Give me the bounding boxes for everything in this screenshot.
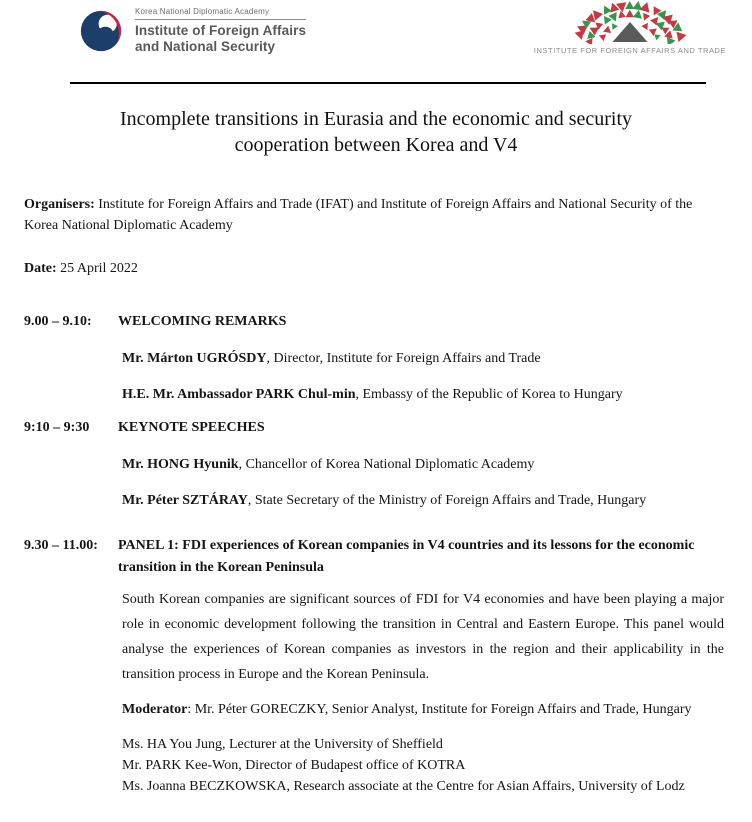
moderator-label: Moderator bbox=[122, 701, 188, 717]
header bbox=[0, 0, 752, 56]
organisers-text: Institute for Foreign Affairs and Trade (IFAT) and Institute of Foreign Affairs and National Security of the Korea National Diplomatic Academy bbox=[24, 196, 693, 233]
session-heading: WELCOMING REMARKS bbox=[118, 313, 287, 329]
agenda-item-panel-1 bbox=[24, 535, 724, 797]
speaker-name: Mr. Péter SZTÁRAY bbox=[122, 492, 248, 508]
speaker-line bbox=[122, 490, 724, 511]
panel-description: South Korean companies are significant sources of FDI for V4 economies and have been playing a major role in economic development following the transition in Central and Eastern Europe. This panel would analyse the experiences of Korean companies as investors in the region and their applicability in the transition process in Europe and the Korean Peninsula. bbox=[122, 591, 724, 682]
speaker-line bbox=[122, 348, 724, 369]
knda-logo-text bbox=[135, 7, 306, 56]
speaker-name: Mr. HONG Hyunik bbox=[122, 456, 239, 472]
knda-academy-name: Korea National Diplomatic Academy bbox=[135, 7, 306, 20]
participant-line: Ms. Joanna BECZKOWSKA, Research associate at the Centre for Asian Affairs, University of Lodz bbox=[122, 778, 685, 794]
title-line2: cooperation between Korea and V4 bbox=[234, 133, 518, 156]
time-slot: 9.30 – 11.00: bbox=[24, 537, 98, 553]
speaker-role: , State Secretary of the Ministry of Foreign Affairs and Trade, Hungary bbox=[247, 492, 647, 508]
header-divider bbox=[70, 82, 706, 84]
date-label: Date: bbox=[24, 260, 57, 276]
agenda-item-welcoming-remarks bbox=[24, 311, 724, 405]
speaker-name: Mr. Márton UGRÓSDY bbox=[122, 350, 267, 366]
speaker-role: , Embassy of the Republic of Korea to Hungary bbox=[355, 386, 623, 402]
knda-emblem-icon bbox=[78, 8, 124, 54]
participant-line: Ms. HA You Jung, Lecturer at the University of Sheffield bbox=[122, 736, 443, 752]
session-heading: KEYNOTE SPEECHES bbox=[118, 419, 265, 435]
document-title bbox=[0, 106, 752, 158]
session-heading: PANEL 1: FDI experiences of Korean companies in V4 countries and its lessons for the economic transition in the Korean Peninsula bbox=[118, 537, 695, 575]
participant-line: Mr. PARK Kee-Won, Director of Budapest office of KOTRA bbox=[122, 757, 466, 773]
organisers-label: Organisers: bbox=[24, 196, 95, 212]
ifat-fan-icon bbox=[548, 0, 712, 44]
date-text: 25 April 2022 bbox=[56, 260, 138, 276]
ifat-logo bbox=[532, 0, 728, 55]
participants-list bbox=[122, 734, 724, 797]
speaker-line bbox=[122, 454, 724, 475]
moderator-line bbox=[122, 698, 724, 721]
speaker-role: , Chancellor of Korea National Diplomatic Academy bbox=[238, 456, 535, 472]
time-slot: 9:10 – 9:30 bbox=[24, 419, 90, 435]
organisers-line bbox=[24, 194, 724, 236]
ifat-logo-caption: INSTITUTE FOR FOREIGN AFFAIRS AND TRADE bbox=[533, 46, 727, 55]
knda-institute-line1: Institute of Foreign Affairs bbox=[135, 23, 307, 38]
session-content bbox=[118, 535, 724, 797]
date-line bbox=[24, 258, 724, 279]
speaker-name: H.E. Mr. Ambassador PARK Chul-min bbox=[122, 386, 356, 402]
speaker-line bbox=[122, 384, 724, 405]
knda-institute-line2: and National Security bbox=[135, 39, 276, 55]
speaker-role: , Director, Institute for Foreign Affairs and Trade bbox=[266, 350, 541, 366]
agenda-item-keynote-speeches bbox=[24, 417, 724, 511]
moderator-text: : Mr. Péter GORECZKY, Senior Analyst, Institute for Foreign Affairs and Trade, Hungary bbox=[187, 701, 692, 717]
knda-logo bbox=[78, 7, 306, 56]
knda-institute-name bbox=[135, 23, 306, 56]
session-content bbox=[118, 417, 724, 511]
title-line1: Incomplete transitions in Eurasia and the economic and security bbox=[119, 107, 633, 130]
session-content bbox=[118, 311, 724, 405]
time-slot: 9.00 – 9.10: bbox=[24, 313, 92, 329]
